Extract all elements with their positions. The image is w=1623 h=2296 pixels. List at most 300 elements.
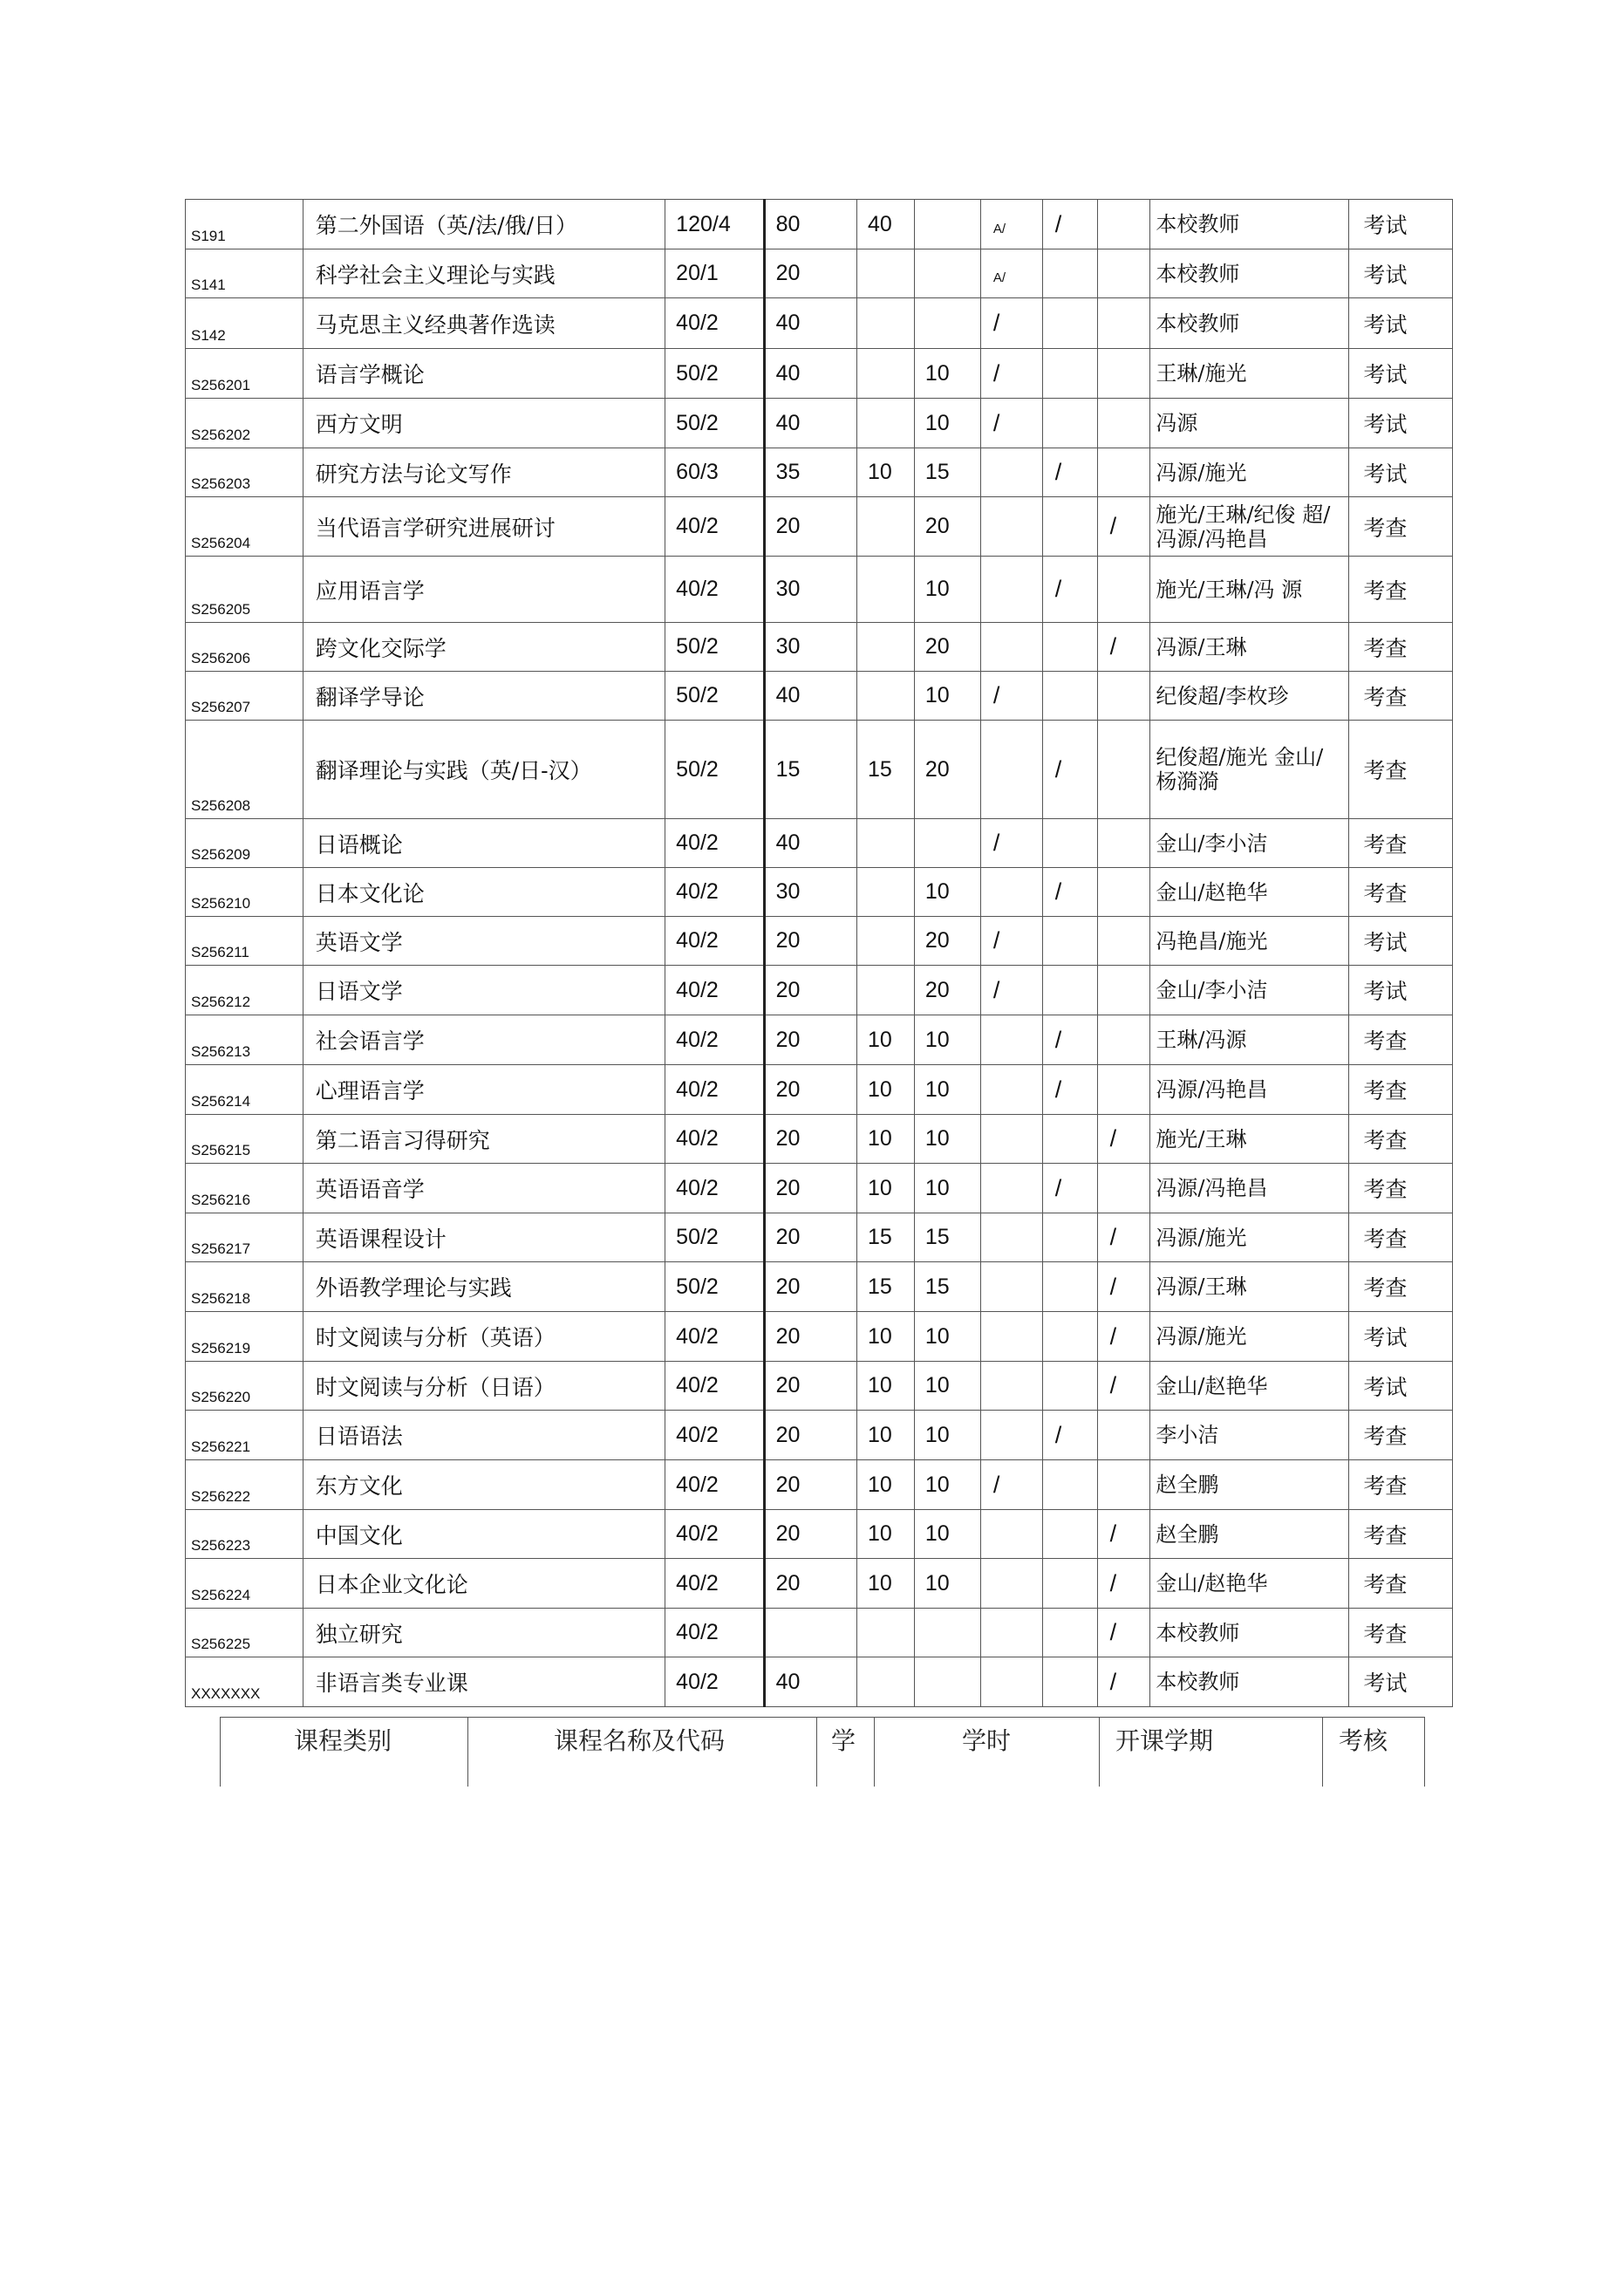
table-row xyxy=(186,1262,1453,1312)
seminar-hours: 20 xyxy=(914,497,980,557)
course-code: S256221 xyxy=(186,1411,303,1460)
course-code: S256212 xyxy=(186,966,303,1015)
teaching-hours: 40 xyxy=(764,1657,856,1707)
teacher: 赵全鹏 xyxy=(1150,1460,1349,1510)
teacher: 纪俊超/李枚珍 xyxy=(1150,672,1349,721)
hours-credits: 50/2 xyxy=(665,721,764,819)
seminar-hours: 10 xyxy=(914,349,980,399)
seminar-hours: 10 xyxy=(914,1015,980,1065)
table-row xyxy=(186,1657,1453,1707)
semester-3-mark: / xyxy=(1097,1559,1150,1609)
semester-1-mark: / xyxy=(980,399,1042,448)
semester-1-mark xyxy=(980,1164,1042,1213)
table-row xyxy=(186,819,1453,868)
teaching-hours: 30 xyxy=(764,868,856,917)
course-name: 时文阅读与分析（英语） xyxy=(303,1312,665,1362)
semester-2-mark xyxy=(1042,1657,1097,1707)
course-name: 英语文学 xyxy=(303,917,665,966)
teaching-hours: 30 xyxy=(764,623,856,672)
semester-2-mark: / xyxy=(1042,200,1097,249)
course-code: S256213 xyxy=(186,1015,303,1065)
teacher: 王琳/施光 xyxy=(1150,349,1349,399)
course-code: S256215 xyxy=(186,1115,303,1164)
seminar-hours xyxy=(914,298,980,349)
semester-1-mark: / xyxy=(980,917,1042,966)
semester-2-mark: / xyxy=(1042,721,1097,819)
semester-3-mark: / xyxy=(1097,1609,1150,1657)
semester-1-mark xyxy=(980,1362,1042,1411)
table-header-row xyxy=(220,1717,1425,1787)
teacher: 金山/李小洁 xyxy=(1150,966,1349,1015)
teaching-hours: 40 xyxy=(764,349,856,399)
practice-hours: 10 xyxy=(857,1115,915,1164)
course-name: 日语语法 xyxy=(303,1411,665,1460)
course-name: 日本文化论 xyxy=(303,868,665,917)
teacher: 纪俊超/施光 金山/杨漪漪 xyxy=(1150,721,1349,819)
seminar-hours xyxy=(914,819,980,868)
course-name: 翻译理论与实践（英/日-汉） xyxy=(303,721,665,819)
practice-hours: 10 xyxy=(857,1164,915,1213)
semester-2-mark xyxy=(1042,623,1097,672)
table-row xyxy=(186,1213,1453,1262)
header-course-name-code: 课程名称及代码 xyxy=(467,1717,816,1787)
course-code: S256223 xyxy=(186,1510,303,1559)
assessment-type: 考试 xyxy=(1349,917,1453,966)
semester-1-mark: / xyxy=(980,298,1042,349)
semester-1-mark xyxy=(980,1115,1042,1164)
seminar-hours: 15 xyxy=(914,1213,980,1262)
teaching-hours: 20 xyxy=(764,1460,856,1510)
teacher: 冯源/施光 xyxy=(1150,1213,1349,1262)
course-name: 研究方法与论文写作 xyxy=(303,448,665,497)
semester-3-mark xyxy=(1097,448,1150,497)
assessment-type: 考查 xyxy=(1349,1510,1453,1559)
seminar-hours: 10 xyxy=(914,1115,980,1164)
teacher: 施光/王琳 xyxy=(1150,1115,1349,1164)
teaching-hours: 20 xyxy=(764,1164,856,1213)
course-name: 马克思主义经典著作选读 xyxy=(303,298,665,349)
semester-1-mark xyxy=(980,721,1042,819)
seminar-hours: 10 xyxy=(914,1362,980,1411)
assessment-type: 考查 xyxy=(1349,868,1453,917)
seminar-hours xyxy=(914,1657,980,1707)
teacher: 冯源/施光 xyxy=(1150,448,1349,497)
semester-2-mark xyxy=(1042,1213,1097,1262)
assessment-type: 考查 xyxy=(1349,1115,1453,1164)
semester-2-mark xyxy=(1042,1262,1097,1312)
teaching-hours: 40 xyxy=(764,298,856,349)
semester-1-mark xyxy=(980,1065,1042,1115)
table-row xyxy=(186,917,1453,966)
hours-credits: 40/2 xyxy=(665,1609,764,1657)
course-name: 第二外国语（英/法/俄/日） xyxy=(303,200,665,249)
semester-2-mark: / xyxy=(1042,868,1097,917)
course-name: 西方文明 xyxy=(303,399,665,448)
seminar-hours: 10 xyxy=(914,1065,980,1115)
course-name: 东方文化 xyxy=(303,1460,665,1510)
course-code: XXXXXXX xyxy=(186,1657,303,1707)
semester-3-mark: / xyxy=(1097,1510,1150,1559)
course-code: S256207 xyxy=(186,672,303,721)
hours-credits: 50/2 xyxy=(665,672,764,721)
teaching-hours: 40 xyxy=(764,672,856,721)
semester-2-mark: / xyxy=(1042,1065,1097,1115)
semester-1-mark: / xyxy=(980,819,1042,868)
table-row xyxy=(186,1312,1453,1362)
course-name: 语言学概论 xyxy=(303,349,665,399)
semester-3-mark xyxy=(1097,1460,1150,1510)
teacher: 冯源/冯艳昌 xyxy=(1150,1164,1349,1213)
semester-2-mark xyxy=(1042,349,1097,399)
assessment-type: 考试 xyxy=(1349,448,1453,497)
teacher: 金山/赵艳华 xyxy=(1150,1362,1349,1411)
teacher: 冯艳昌/施光 xyxy=(1150,917,1349,966)
teaching-hours: 20 xyxy=(764,1065,856,1115)
teacher: 施光/王琳/冯 源 xyxy=(1150,557,1349,623)
course-name: 英语语音学 xyxy=(303,1164,665,1213)
teacher: 王琳/冯源 xyxy=(1150,1015,1349,1065)
seminar-hours xyxy=(914,1609,980,1657)
semester-3-mark xyxy=(1097,249,1150,298)
course-name: 非语言类专业课 xyxy=(303,1657,665,1707)
course-table xyxy=(185,199,1453,1707)
course-code: S256218 xyxy=(186,1262,303,1312)
teaching-hours: 20 xyxy=(764,1213,856,1262)
semester-3-mark xyxy=(1097,399,1150,448)
assessment-type: 考查 xyxy=(1349,721,1453,819)
table-row xyxy=(186,1164,1453,1213)
semester-3-mark xyxy=(1097,917,1150,966)
table-row xyxy=(186,448,1453,497)
teaching-hours: 40 xyxy=(764,819,856,868)
hours-credits: 40/2 xyxy=(665,1657,764,1707)
teaching-hours: 20 xyxy=(764,1312,856,1362)
table-row xyxy=(186,399,1453,448)
course-code: S256211 xyxy=(186,917,303,966)
table-row xyxy=(186,966,1453,1015)
assessment-type: 考查 xyxy=(1349,497,1453,557)
table-row xyxy=(186,1362,1453,1411)
practice-hours: 10 xyxy=(857,1015,915,1065)
semester-1-mark: / xyxy=(980,672,1042,721)
practice-hours xyxy=(857,249,915,298)
table-row xyxy=(186,1115,1453,1164)
hours-credits: 40/2 xyxy=(665,298,764,349)
course-code: S256206 xyxy=(186,623,303,672)
course-code: S256225 xyxy=(186,1609,303,1657)
teaching-hours: 20 xyxy=(764,497,856,557)
course-name: 外语教学理论与实践 xyxy=(303,1262,665,1312)
practice-hours xyxy=(857,917,915,966)
course-name: 英语课程设计 xyxy=(303,1213,665,1262)
teacher: 冯源/王琳 xyxy=(1150,1262,1349,1312)
course-code: S256216 xyxy=(186,1164,303,1213)
teaching-hours xyxy=(764,1609,856,1657)
teaching-hours: 15 xyxy=(764,721,856,819)
semester-2-mark: / xyxy=(1042,1411,1097,1460)
seminar-hours: 10 xyxy=(914,1411,980,1460)
seminar-hours xyxy=(914,200,980,249)
table-row xyxy=(186,868,1453,917)
assessment-type: 考查 xyxy=(1349,1015,1453,1065)
semester-2-mark xyxy=(1042,917,1097,966)
practice-hours xyxy=(857,819,915,868)
assessment-type: 考查 xyxy=(1349,1559,1453,1609)
practice-hours: 10 xyxy=(857,1362,915,1411)
semester-3-mark: / xyxy=(1097,1362,1150,1411)
header-credits: 学 xyxy=(816,1717,874,1787)
semester-1-mark xyxy=(980,1657,1042,1707)
assessment-type: 考查 xyxy=(1349,672,1453,721)
practice-hours: 10 xyxy=(857,1510,915,1559)
hours-credits: 60/3 xyxy=(665,448,764,497)
table-row xyxy=(186,1510,1453,1559)
course-name: 科学社会主义理论与实践 xyxy=(303,249,665,298)
semester-2-mark xyxy=(1042,1460,1097,1510)
semester-3-mark xyxy=(1097,868,1150,917)
semester-1-mark xyxy=(980,1213,1042,1262)
teacher: 本校教师 xyxy=(1150,1609,1349,1657)
course-name: 时文阅读与分析（日语） xyxy=(303,1362,665,1411)
practice-hours: 15 xyxy=(857,1213,915,1262)
semester-2-mark: / xyxy=(1042,557,1097,623)
assessment-type: 考查 xyxy=(1349,1411,1453,1460)
course-code: S256220 xyxy=(186,1362,303,1411)
semester-2-mark xyxy=(1042,497,1097,557)
semester-1-mark xyxy=(980,1312,1042,1362)
semester-3-mark: / xyxy=(1097,1115,1150,1164)
semester-2-mark xyxy=(1042,1510,1097,1559)
table-row xyxy=(186,298,1453,349)
assessment-type: 考查 xyxy=(1349,819,1453,868)
teaching-hours: 20 xyxy=(764,1411,856,1460)
seminar-hours: 20 xyxy=(914,917,980,966)
semester-3-mark: / xyxy=(1097,1657,1150,1707)
semester-3-mark xyxy=(1097,349,1150,399)
teaching-hours: 20 xyxy=(764,966,856,1015)
course-code: S256209 xyxy=(186,819,303,868)
hours-credits: 40/2 xyxy=(665,1411,764,1460)
practice-hours xyxy=(857,557,915,623)
hours-credits: 50/2 xyxy=(665,1213,764,1262)
semester-2-mark xyxy=(1042,966,1097,1015)
semester-2-mark xyxy=(1042,819,1097,868)
practice-hours xyxy=(857,497,915,557)
practice-hours xyxy=(857,399,915,448)
seminar-hours: 20 xyxy=(914,623,980,672)
practice-hours: 10 xyxy=(857,448,915,497)
semester-1-mark: / xyxy=(980,349,1042,399)
semester-3-mark xyxy=(1097,1015,1150,1065)
teacher: 冯源 xyxy=(1150,399,1349,448)
assessment-type: 考试 xyxy=(1349,249,1453,298)
table-row xyxy=(186,1411,1453,1460)
assessment-type: 考查 xyxy=(1349,1065,1453,1115)
course-name: 独立研究 xyxy=(303,1609,665,1657)
course-code: S191 xyxy=(186,200,303,249)
teaching-hours: 20 xyxy=(764,1559,856,1609)
hours-credits: 40/2 xyxy=(665,819,764,868)
hours-credits: 50/2 xyxy=(665,349,764,399)
seminar-hours: 20 xyxy=(914,721,980,819)
course-code: S256201 xyxy=(186,349,303,399)
semester-2-mark xyxy=(1042,399,1097,448)
assessment-type: 考试 xyxy=(1349,399,1453,448)
hours-credits: 50/2 xyxy=(665,1262,764,1312)
header-assessment: 考核 xyxy=(1322,1717,1425,1787)
seminar-hours: 10 xyxy=(914,1559,980,1609)
hours-credits: 50/2 xyxy=(665,399,764,448)
teacher: 金山/赵艳华 xyxy=(1150,868,1349,917)
course-name: 日本企业文化论 xyxy=(303,1559,665,1609)
semester-3-mark xyxy=(1097,1065,1150,1115)
semester-2-mark: / xyxy=(1042,1164,1097,1213)
course-code: S256202 xyxy=(186,399,303,448)
hours-credits: 120/4 xyxy=(665,200,764,249)
teacher: 本校教师 xyxy=(1150,200,1349,249)
semester-1-mark xyxy=(980,1609,1042,1657)
semester-1-mark xyxy=(980,623,1042,672)
assessment-type: 考试 xyxy=(1349,1312,1453,1362)
seminar-hours: 10 xyxy=(914,868,980,917)
teaching-hours: 20 xyxy=(764,1362,856,1411)
teaching-hours: 30 xyxy=(764,557,856,623)
table-row xyxy=(186,672,1453,721)
seminar-hours: 10 xyxy=(914,1312,980,1362)
semester-2-mark: / xyxy=(1042,448,1097,497)
practice-hours xyxy=(857,868,915,917)
seminar-hours: 10 xyxy=(914,399,980,448)
course-name: 应用语言学 xyxy=(303,557,665,623)
seminar-hours: 15 xyxy=(914,448,980,497)
practice-hours: 10 xyxy=(857,1460,915,1510)
semester-1-mark xyxy=(980,1510,1042,1559)
course-name: 日语概论 xyxy=(303,819,665,868)
hours-credits: 40/2 xyxy=(665,966,764,1015)
teacher: 冯源/施光 xyxy=(1150,1312,1349,1362)
course-rows xyxy=(186,200,1453,1707)
teacher: 冯源/王琳 xyxy=(1150,623,1349,672)
semester-1-mark: A/ xyxy=(980,249,1042,298)
course-name: 日语文学 xyxy=(303,966,665,1015)
semester-1-mark: / xyxy=(980,966,1042,1015)
seminar-hours xyxy=(914,249,980,298)
hours-credits: 40/2 xyxy=(665,917,764,966)
semester-2-mark xyxy=(1042,1559,1097,1609)
practice-hours: 10 xyxy=(857,1312,915,1362)
practice-hours xyxy=(857,349,915,399)
teacher: 施光/王琳/纪俊 超/冯源/冯艳昌 xyxy=(1150,497,1349,557)
table-row xyxy=(186,721,1453,819)
teacher: 金山/赵艳华 xyxy=(1150,1559,1349,1609)
semester-1-mark xyxy=(980,1411,1042,1460)
course-name: 跨文化交际学 xyxy=(303,623,665,672)
seminar-hours: 10 xyxy=(914,1510,980,1559)
assessment-type: 考查 xyxy=(1349,1164,1453,1213)
course-code: S256217 xyxy=(186,1213,303,1262)
hours-credits: 40/2 xyxy=(665,1065,764,1115)
seminar-hours: 10 xyxy=(914,1164,980,1213)
semester-3-mark xyxy=(1097,1164,1150,1213)
semester-3-mark: / xyxy=(1097,1213,1150,1262)
header-hours: 学时 xyxy=(874,1717,1099,1787)
practice-hours: 10 xyxy=(857,1411,915,1460)
semester-2-mark: / xyxy=(1042,1015,1097,1065)
semester-1-mark xyxy=(980,448,1042,497)
practice-hours: 10 xyxy=(857,1559,915,1609)
assessment-type: 考试 xyxy=(1349,298,1453,349)
teaching-hours: 80 xyxy=(764,200,856,249)
teacher: 本校教师 xyxy=(1150,249,1349,298)
practice-hours: 15 xyxy=(857,1262,915,1312)
seminar-hours: 10 xyxy=(914,1460,980,1510)
course-name: 当代语言学研究进展研讨 xyxy=(303,497,665,557)
course-code: S256205 xyxy=(186,557,303,623)
hours-credits: 40/2 xyxy=(665,1460,764,1510)
seminar-hours: 20 xyxy=(914,966,980,1015)
teacher: 本校教师 xyxy=(1150,1657,1349,1707)
course-name: 翻译学导论 xyxy=(303,672,665,721)
semester-2-mark xyxy=(1042,1609,1097,1657)
assessment-type: 考试 xyxy=(1349,1657,1453,1707)
course-code: S256204 xyxy=(186,497,303,557)
header-category: 课程类别 xyxy=(220,1717,467,1787)
teaching-hours: 20 xyxy=(764,1115,856,1164)
hours-credits: 40/2 xyxy=(665,1362,764,1411)
course-code: S256219 xyxy=(186,1312,303,1362)
course-code: S142 xyxy=(186,298,303,349)
teacher: 冯源/冯艳昌 xyxy=(1150,1065,1349,1115)
practice-hours: 15 xyxy=(857,721,915,819)
semester-1-mark xyxy=(980,497,1042,557)
semester-1-mark: A/ xyxy=(980,200,1042,249)
course-code: S256203 xyxy=(186,448,303,497)
assessment-type: 考查 xyxy=(1349,1460,1453,1510)
practice-hours xyxy=(857,966,915,1015)
semester-1-mark xyxy=(980,1559,1042,1609)
teacher: 李小洁 xyxy=(1150,1411,1349,1460)
table-row xyxy=(186,1609,1453,1657)
semester-2-mark xyxy=(1042,1312,1097,1362)
semester-3-mark xyxy=(1097,557,1150,623)
semester-3-mark xyxy=(1097,819,1150,868)
assessment-type: 考试 xyxy=(1349,966,1453,1015)
hours-credits: 50/2 xyxy=(665,623,764,672)
teaching-hours: 20 xyxy=(764,917,856,966)
hours-credits: 40/2 xyxy=(665,1312,764,1362)
assessment-type: 考试 xyxy=(1349,349,1453,399)
semester-3-mark xyxy=(1097,298,1150,349)
semester-3-mark xyxy=(1097,200,1150,249)
semester-3-mark xyxy=(1097,1411,1150,1460)
semester-3-mark xyxy=(1097,966,1150,1015)
practice-hours xyxy=(857,298,915,349)
course-name: 社会语言学 xyxy=(303,1015,665,1065)
semester-3-mark xyxy=(1097,672,1150,721)
semester-1-mark xyxy=(980,1015,1042,1065)
table-row xyxy=(186,497,1453,557)
teaching-hours: 20 xyxy=(764,1262,856,1312)
course-code: S256224 xyxy=(186,1559,303,1609)
semester-2-mark xyxy=(1042,249,1097,298)
assessment-type: 考查 xyxy=(1349,623,1453,672)
semester-3-mark: / xyxy=(1097,1312,1150,1362)
semester-2-mark xyxy=(1042,1115,1097,1164)
teacher: 金山/李小洁 xyxy=(1150,819,1349,868)
semester-3-mark: / xyxy=(1097,1262,1150,1312)
semester-1-mark xyxy=(980,557,1042,623)
teacher: 本校教师 xyxy=(1150,298,1349,349)
